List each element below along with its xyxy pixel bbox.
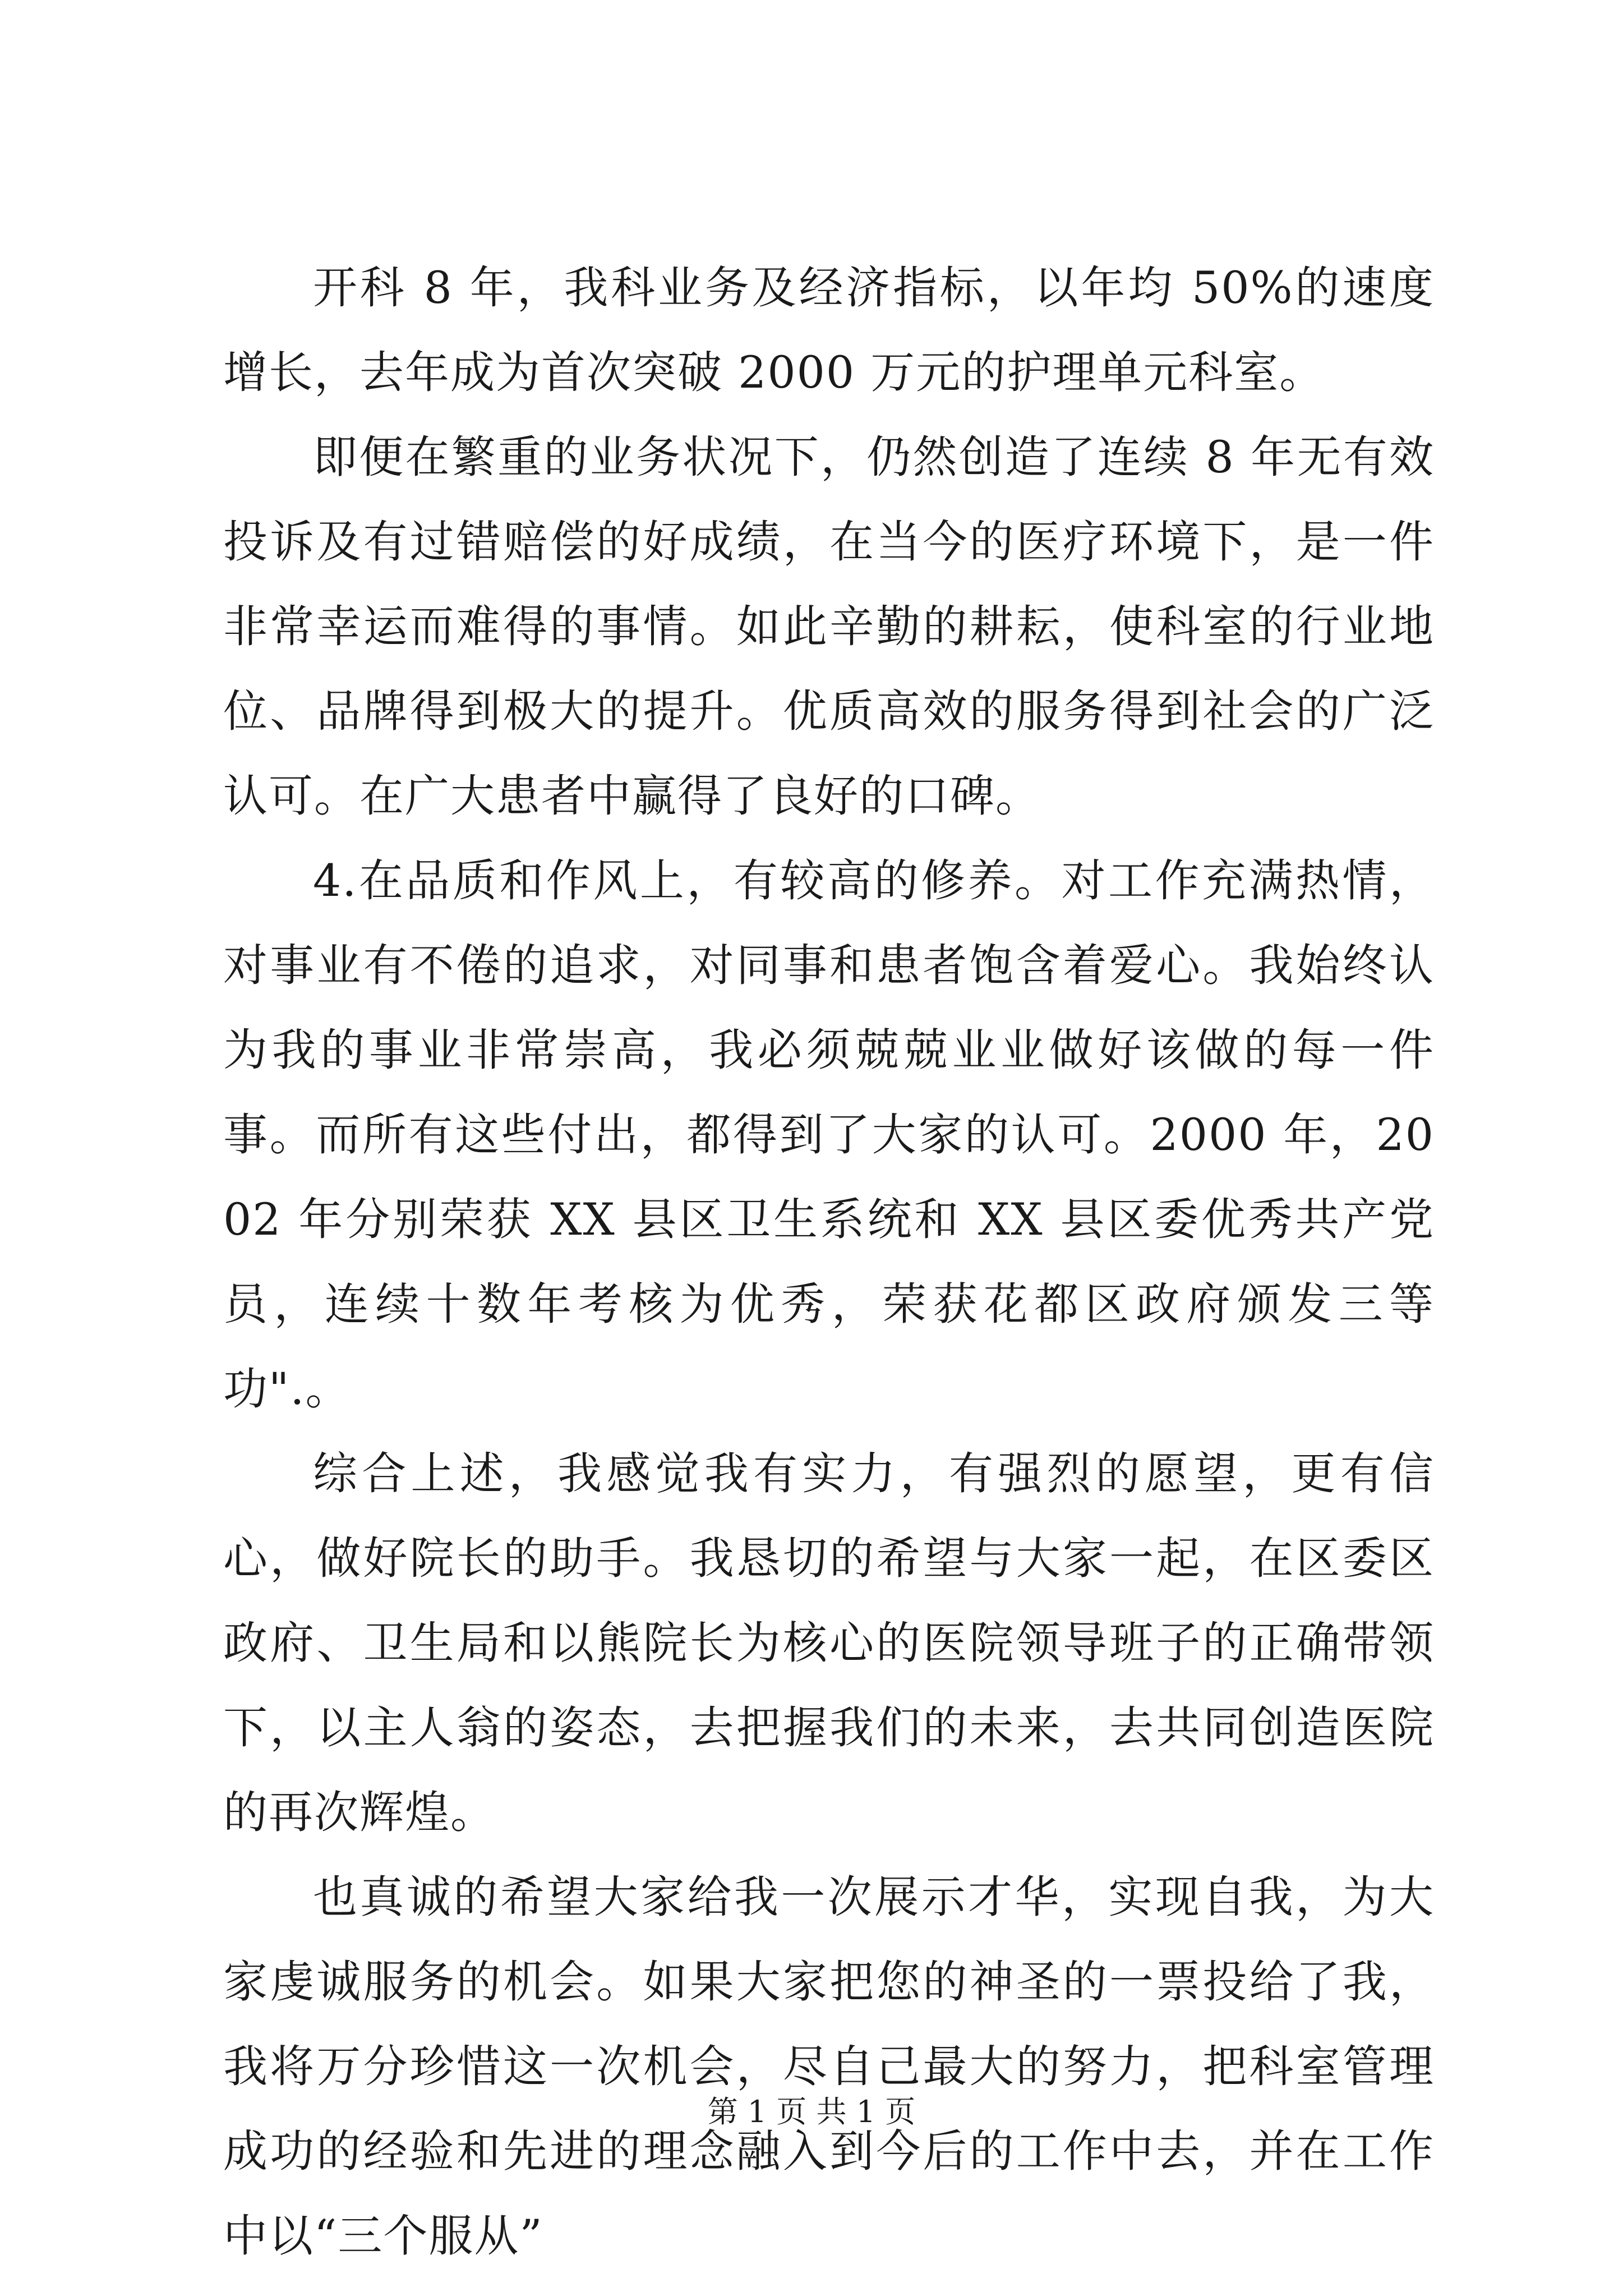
paragraph: 4.在品质和作风上，有较高的修养。对工作充满热情，对事业有不倦的追求，对同事和患者饱含着爱心。我始终认为我的事业非常崇高，我必须兢兢业业做好该做的每一件事。而所有这些付出，都得到了大家的认可。2000 年，2002 年分别荣获 XX 县区卫生系统和 XX 县区委优秀共产党员，连续十数年考核为优秀，荣获花都区政府颁发三等功".。 bbox=[223, 855, 1435, 1415]
page-footer: 第 1 页 共 1 页 bbox=[707, 2094, 916, 2129]
paragraph: 开科 8 年，我科业务及经济指标，以年均 50%的速度增长，去年成为首次突破 2000 万元的护理单元科室。 bbox=[223, 262, 1435, 398]
paragraph: 即便在繁重的业务状况下，仍然创造了连续 8 年无有效投诉及有过错赔偿的好成绩，在当今的医疗环境下，是一件非常幸运而难得的事情。如此辛勤的耕耘，使科室的行业地位、品牌得到极大的提升。优质高效的服务得到社会的广泛认可。在广大患者中赢得了良好的口碑。 bbox=[223, 431, 1435, 822]
document-body bbox=[223, 246, 1435, 2279]
paragraph: 也真诚的希望大家给我一次展示才华，实现自我，为大家虔诚服务的机会。如果大家把您的神圣的一票投给了我，我将万分珍惜这一次机会，尽自己最大的努力，把科室管理成功的经验和先进的理念融入到今后的工作中去，并在工作中以“三个服从” bbox=[223, 1871, 1435, 2262]
paragraph: 综合上述，我感觉我有实力，有强烈的愿望，更有信心，做好院长的助手。我恳切的希望与大家一起，在区委区政府、卫生局和以熊院长为核心的医院领导班子的正确带领下，以主人翁的姿态，去把握我们的未来，去共同创造医院的再次辉煌。 bbox=[223, 1448, 1435, 1838]
